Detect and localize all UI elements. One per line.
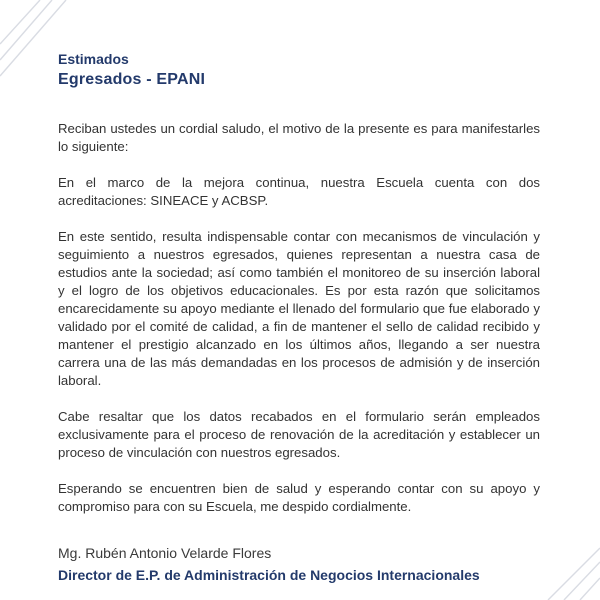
paragraph-accreditations: En el marco de la mejora continua, nuestra Escuela cuenta con dos acreditaciones: SINEACE y ACBSP. <box>58 175 540 208</box>
letter-body <box>58 50 540 534</box>
top-left-deco-line <box>0 0 52 60</box>
top-left-deco-line <box>0 0 66 76</box>
paragraph-intro: Reciban ustedes un cordial saludo, el motivo de la presente es para manifestarles lo siguiente: <box>58 121 540 154</box>
signature-block <box>58 543 558 585</box>
paragraph-closing: Esperando se encuentren bien de salud y esperando contar con su apoyo y compromiso para con su Escuela, me despido cordialmente. <box>58 481 540 514</box>
letter-paragraphs <box>58 120 540 516</box>
signature-title: Director de E.P. de Administración de Negocios Internacionales <box>58 567 480 583</box>
bottom-right-deco-line <box>564 562 600 600</box>
paragraph-data-usage: Cabe resaltar que los datos recabados en el formulario serán empleados exclusivamente para el proceso de renovación de la acreditación y establecer un proceso de vinculación con nuestros egresados. <box>58 409 540 460</box>
greeting-salutation: Estimados <box>58 51 129 67</box>
top-left-deco-line <box>0 0 40 44</box>
bottom-right-deco-line <box>580 578 600 600</box>
greeting-recipient: Egresados - EPANI <box>58 71 206 88</box>
signature-name: Mg. Rubén Antonio Velarde Flores <box>58 545 272 561</box>
paragraph-request: En este sentido, resulta indispensable contar con mecanismos de vinculación y seguimiento a nuestros egresados, quienes representan a nuestra casa de estudios ante la sociedad; así como también el monitoreo de su inserción laboral y el logro de los objetivos educacionales. Es por esta razón que solicitamos encarecidamente su apoyo mediante el llenado del formulario que fue elaborado y validado por el comité de calidad, a fin de mantener el sello de calidad recibido y mantener el prestigio alcanzado en los últimos años, llegando a ser nuestra carrera una de las más demandadas en los procesos de admisión y de inserción laboral. <box>58 229 540 388</box>
